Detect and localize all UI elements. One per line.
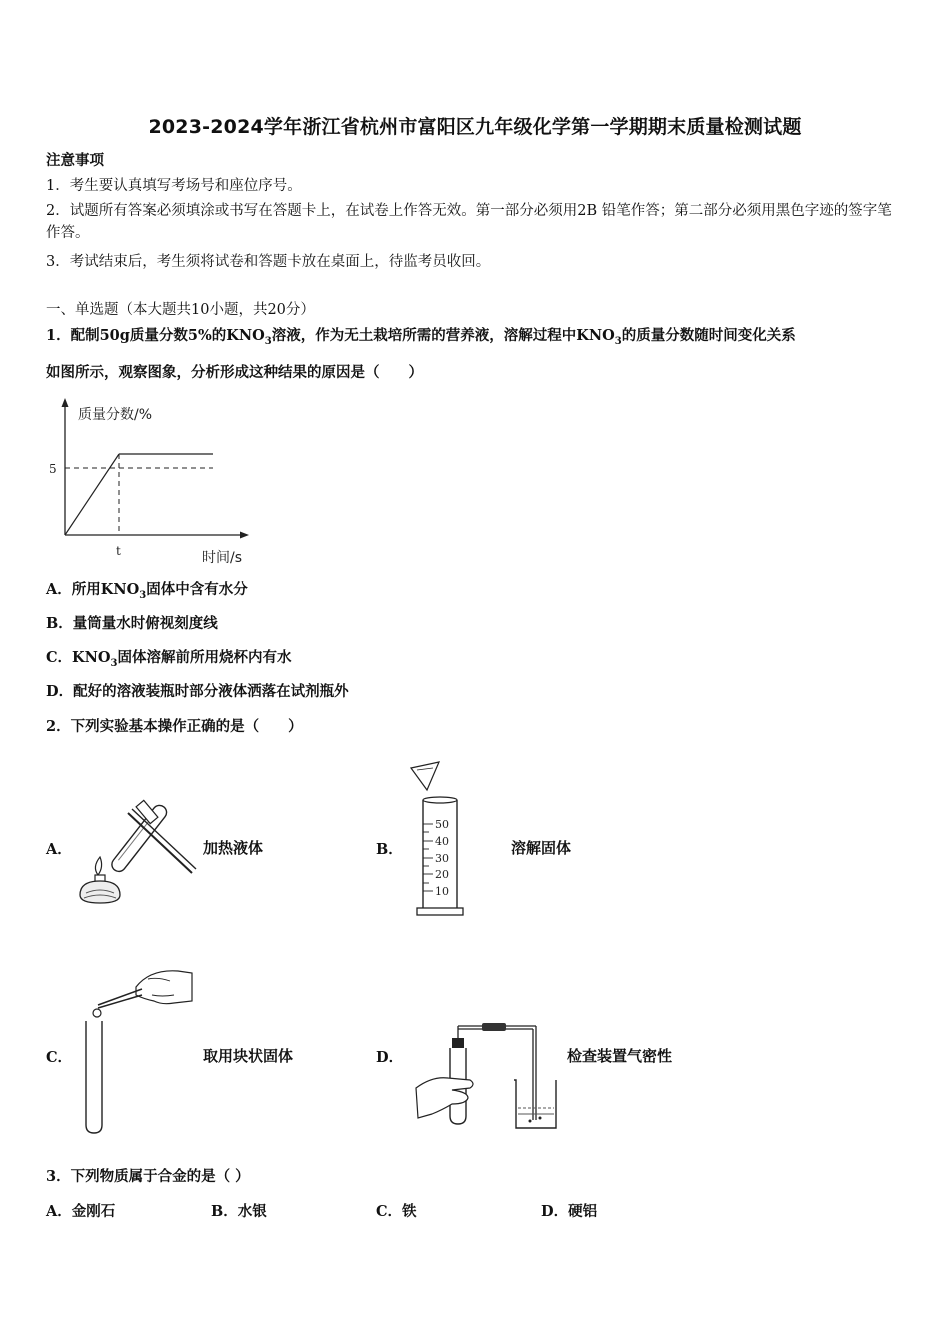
notice-item-2: 2．试题所有答案必须填涂或书写在答题卡上，在试卷上作答无效。第一部分必须用2B 铅笔作答；第二部分必须用黑色字迹的签字笔作答。 xyxy=(46,203,892,241)
q1-stem-part-a: 1．配制50g质量分数5%的KNO xyxy=(46,327,265,344)
q2-option-a-caption: 加热液体 xyxy=(203,839,264,857)
q2-option-c-letter[interactable]: C． xyxy=(46,1049,73,1066)
y-axis-label: 质量分数/% xyxy=(78,407,153,423)
q1-option-c-post: 固体溶解前所用烧杯内有水 xyxy=(117,649,292,666)
cylinder-mark-10: 10 xyxy=(435,885,449,898)
hand xyxy=(416,1078,473,1118)
x-axis-label: 时间/s xyxy=(202,550,243,566)
q2-option-a-letter[interactable]: A． xyxy=(46,841,72,858)
q2-option-d-letter[interactable]: D． xyxy=(376,1049,404,1066)
q3-option-a[interactable]: A．金刚石 xyxy=(46,1203,116,1220)
q2-option-b-caption: 溶解固体 xyxy=(511,839,572,857)
q1-option-b[interactable] xyxy=(46,613,218,635)
notice-heading: 注意事项 xyxy=(46,152,104,169)
cylinder-mark-30: 30 xyxy=(435,852,449,865)
q1-stem-sub-2: 3 xyxy=(614,335,622,347)
beaker xyxy=(514,1080,556,1128)
solid-block xyxy=(93,1009,101,1017)
cylinder-mark-20: 20 xyxy=(435,868,449,881)
tube-holder xyxy=(128,813,192,873)
cylinder-mark-40: 40 xyxy=(435,835,449,848)
rising-segment xyxy=(65,454,119,535)
q1-option-c[interactable] xyxy=(46,647,292,675)
airtightness-check-illustration xyxy=(412,1018,572,1134)
weighing-paper xyxy=(411,762,439,790)
q1-option-a-sub: 3 xyxy=(139,589,147,601)
q2-stem: 2．下列实验基本操作正确的是（ ） xyxy=(46,718,303,735)
q2-option-b-letter[interactable]: B． xyxy=(376,841,403,858)
section-heading: 一、单选题（本大题共10小题，共20分） xyxy=(46,302,315,318)
q3-option-c[interactable]: C．铁 xyxy=(376,1203,417,1220)
q3-option-d[interactable]: D．硬铝 xyxy=(541,1203,598,1220)
heating-liquid-illustration xyxy=(70,795,200,910)
q1-stem-line-2: 如图所示，观察图象，分析形成这种结果的原因是（ ） xyxy=(46,364,423,381)
measuring-cylinder-illustration xyxy=(405,760,475,920)
hand xyxy=(136,971,192,1004)
notice-item-3: 3．考试结束后，考生须将试卷和答题卡放在桌面上，待监考员收回。 xyxy=(46,254,491,270)
cylinder-mark-50: 50 xyxy=(435,818,449,831)
q1-option-a[interactable] xyxy=(46,579,248,607)
q2-option-c-caption: 取用块状固体 xyxy=(203,1047,294,1065)
q2-option-d-caption: 检查装置气密性 xyxy=(567,1047,673,1065)
q1-stem-part-c: 的质量分数随时间变化关系 xyxy=(621,327,796,344)
q3-option-b[interactable]: B．水银 xyxy=(211,1203,267,1220)
q1-option-d[interactable] xyxy=(46,681,349,703)
y-axis-arrow xyxy=(62,398,69,407)
tweezers-solid-illustration xyxy=(78,965,198,1137)
q1-option-d-text: D．配好的溶液装瓶时部分液体洒落在试剂瓶外 xyxy=(46,683,349,700)
q1-graph xyxy=(40,395,270,570)
x-tick-t: t xyxy=(116,544,121,558)
q1-stem-part-b: 溶液，作为无土栽培所需的营养液，溶解过程中KNO xyxy=(271,327,615,344)
q1-stem xyxy=(46,325,796,353)
q1-option-c-pre: C．KNO xyxy=(46,649,111,666)
flame xyxy=(95,857,101,875)
notice-item-1: 1．考生要认真填写考场号和座位序号。 xyxy=(46,178,302,194)
q1-option-c-sub: 3 xyxy=(110,657,118,669)
q3-stem: 3．下列物质属于合金的是（ ） xyxy=(46,1168,250,1185)
x-axis-arrow xyxy=(240,532,249,539)
q1-option-a-pre: A．所用KNO xyxy=(46,581,140,598)
rubber-connector xyxy=(482,1023,506,1031)
q1-option-b-text: B．量筒量水时俯视刻度线 xyxy=(46,615,218,632)
q1-stem-sub-1: 3 xyxy=(264,335,272,347)
q1-option-a-post: 固体中含有水分 xyxy=(146,581,248,598)
y-tick-5: 5 xyxy=(49,462,57,476)
page-title: 2023-2024学年浙江省杭州市富阳区九年级化学第一学期期末质量检测试题 xyxy=(148,116,802,138)
